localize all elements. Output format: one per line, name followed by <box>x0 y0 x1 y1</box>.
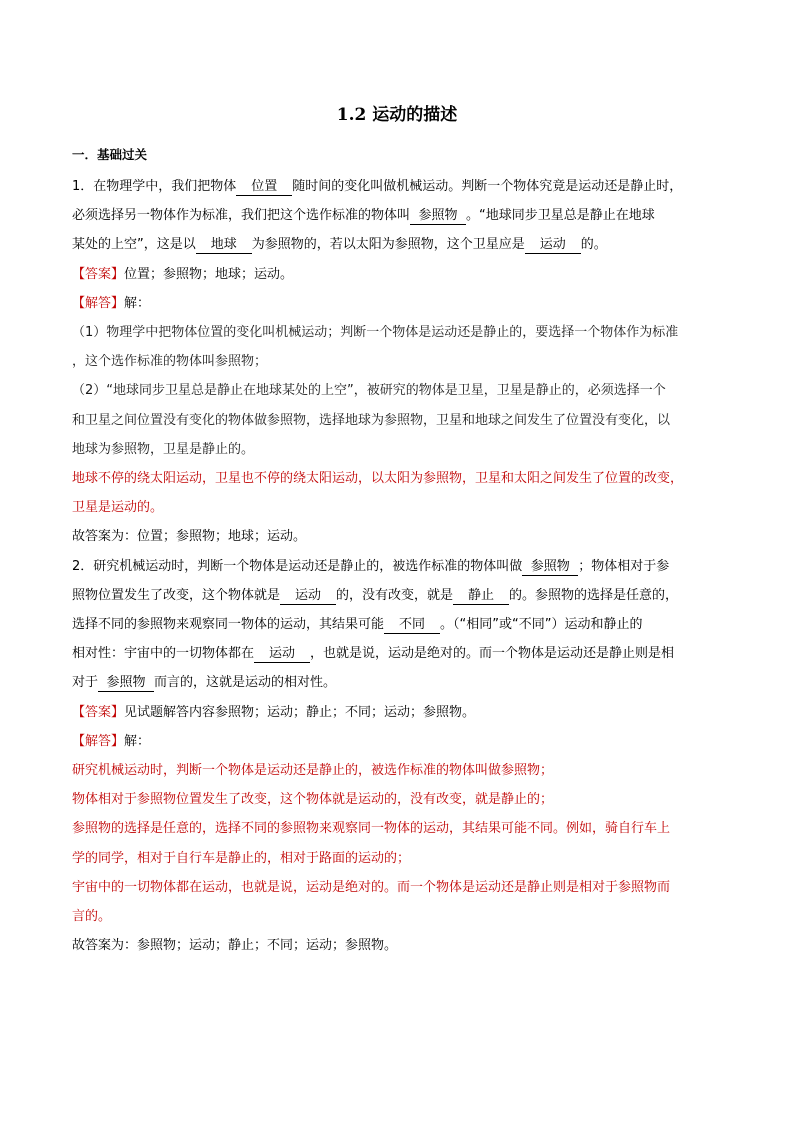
q1-solution-line: （1）物理学中把物体位置的变化叫机械运动；判断一个物体是运动还是静止的，要选择一个物体作为标准 <box>72 325 679 341</box>
q1-answer <box>72 260 724 289</box>
q2-text-a: 2．研究机械运动时，判断一个物体是运动还是静止的，被选作标准的物体叫做 <box>72 558 523 574</box>
q2-text-k: 对于 <box>72 675 99 691</box>
question-2-line-1 <box>72 552 724 581</box>
document-content <box>72 172 724 960</box>
q1-solution-line: 地球不停的绕太阳运动，卫星也不停的绕太阳运动，以太阳为参照物，卫星和太阳之间发生了位置的改变， <box>72 471 684 487</box>
q1-solution-tag: 【解答】 <box>72 295 125 311</box>
question-2-line-4 <box>72 639 724 668</box>
q2-text-h: 。（“相同”或“不同”）运动和静止的 <box>440 617 643 633</box>
question-2-line-2 <box>72 581 724 610</box>
q2-blank-2: 运动 <box>280 587 336 605</box>
q1-text-h: 的。 <box>580 237 607 253</box>
q2-text-e: 的，没有改变，就是 <box>336 587 454 603</box>
q2-solution-line: 学的同学，相对于自行车是静止的，相对于路面的运动的； <box>72 850 411 866</box>
q1-solution-line: 和卫星之间位置没有变化的物体做参照物，选择地球为参照物，卫星和地球之间发生了位置没有变化，以 <box>72 412 671 428</box>
q1-solution-label: 解： <box>124 295 151 311</box>
q1-solution-line: ，这个选作标准的物体叫参照物； <box>72 354 268 370</box>
q1-text-f: 某处的上空”，这是以 <box>72 237 196 253</box>
q2-blank-1: 参照物 <box>522 558 578 576</box>
q2-solution-line: 研究机械运动时，判断一个物体是运动还是静止的，被选作标准的物体叫做参照物； <box>72 763 554 779</box>
q1-final-answer: 故答案为：位置；参照物；地球；运动。 <box>72 529 307 545</box>
question-1-line-1 <box>72 172 724 201</box>
q1-answer-text: 位置；参照物；地球；运动。 <box>124 266 294 282</box>
q2-answer <box>72 698 724 727</box>
q2-solution-line: 宇宙中的一切物体都在运动，也就是说，运动是绝对的。而一个物体是运动还是静止则是相对于参照物而 <box>72 879 671 895</box>
q2-text-f: 的。参照物的选择是任意的， <box>509 587 679 603</box>
q2-text-j: ，也就是说，运动是绝对的。而一个物体是运动还是静止则是相 <box>310 646 675 662</box>
page-title: 1.2 运动的描述 <box>336 105 458 125</box>
q2-solution-label: 解： <box>124 733 151 749</box>
q2-solution-line: 言的。 <box>72 909 112 925</box>
q1-blank-4: 运动 <box>525 236 581 254</box>
q1-text-e: 。“地球同步卫星总是静止在地球 <box>466 208 655 224</box>
q2-blank-5: 运动 <box>254 645 310 663</box>
q1-solution-line: （2）“地球同步卫星总是静止在地球某处的上空”，被研究的物体是卫星，卫星是静止的，必须选择一个 <box>72 383 666 399</box>
q1-blank-2: 参照物 <box>410 207 466 225</box>
question-1-line-3 <box>72 230 724 259</box>
q2-text-l: 而言的，这就是运动的相对性。 <box>154 675 337 691</box>
question-2-line-5 <box>72 668 724 697</box>
q2-blank-4: 不同 <box>384 616 440 634</box>
q1-text-d: 必须选择另一物体作为标准，我们把这个选作标准的物体叫 <box>72 208 411 224</box>
q1-blank-1: 位置 <box>236 178 292 196</box>
q2-text-g: 选择不同的参照物来观察同一物体的运动，其结果可能 <box>72 617 385 633</box>
q1-answer-tag: 【答案】 <box>72 266 125 282</box>
q1-text-c: 随时间的变化叫做机械运动。判断一个物体究竟是运动还是静止时， <box>292 179 683 194</box>
q1-text-g: 为参照物的，若以太阳为参照物，这个卫星应是 <box>251 237 525 253</box>
q2-solution-header <box>72 727 724 756</box>
section-heading: 一．基础过关 <box>72 147 148 162</box>
q1-solution-line: 地球为参照物，卫星是静止的。 <box>72 441 255 457</box>
q2-answer-text: 见试题解答内容参照物；运动；静止；不同；运动；参照物。 <box>124 704 476 720</box>
q1-text-a: 1．在物理学中，我们把物体 <box>72 179 237 194</box>
q2-text-d: 照物位置发生了改变，这个物体就是 <box>72 587 281 603</box>
q1-blank-3: 地球 <box>196 236 252 254</box>
q2-text-c: ；物体相对于参 <box>578 558 670 574</box>
q2-final-answer: 故答案为：参照物；运动；静止；不同；运动；参照物。 <box>72 938 398 954</box>
q1-solution-line: 卫星是运动的。 <box>72 500 164 516</box>
question-2-line-3 <box>72 610 724 639</box>
q2-solution-tag: 【解答】 <box>72 733 125 749</box>
q2-text-i: 相对性：宇宙中的一切物体都在 <box>72 646 255 662</box>
q2-solution-line: 参照物的选择是任意的，选择不同的参照物来观察同一物体的运动，其结果可能不同。例如，骑自行车上 <box>72 821 671 837</box>
q2-blank-3: 静止 <box>453 587 509 605</box>
q2-solution-line: 物体相对于参照物位置发生了改变，这个物体就是运动的，没有改变，就是静止的； <box>72 792 554 808</box>
q2-answer-tag: 【答案】 <box>72 704 125 720</box>
question-1-line-2 <box>72 201 724 230</box>
q1-solution-header <box>72 289 724 318</box>
q2-blank-6: 参照物 <box>98 674 154 692</box>
